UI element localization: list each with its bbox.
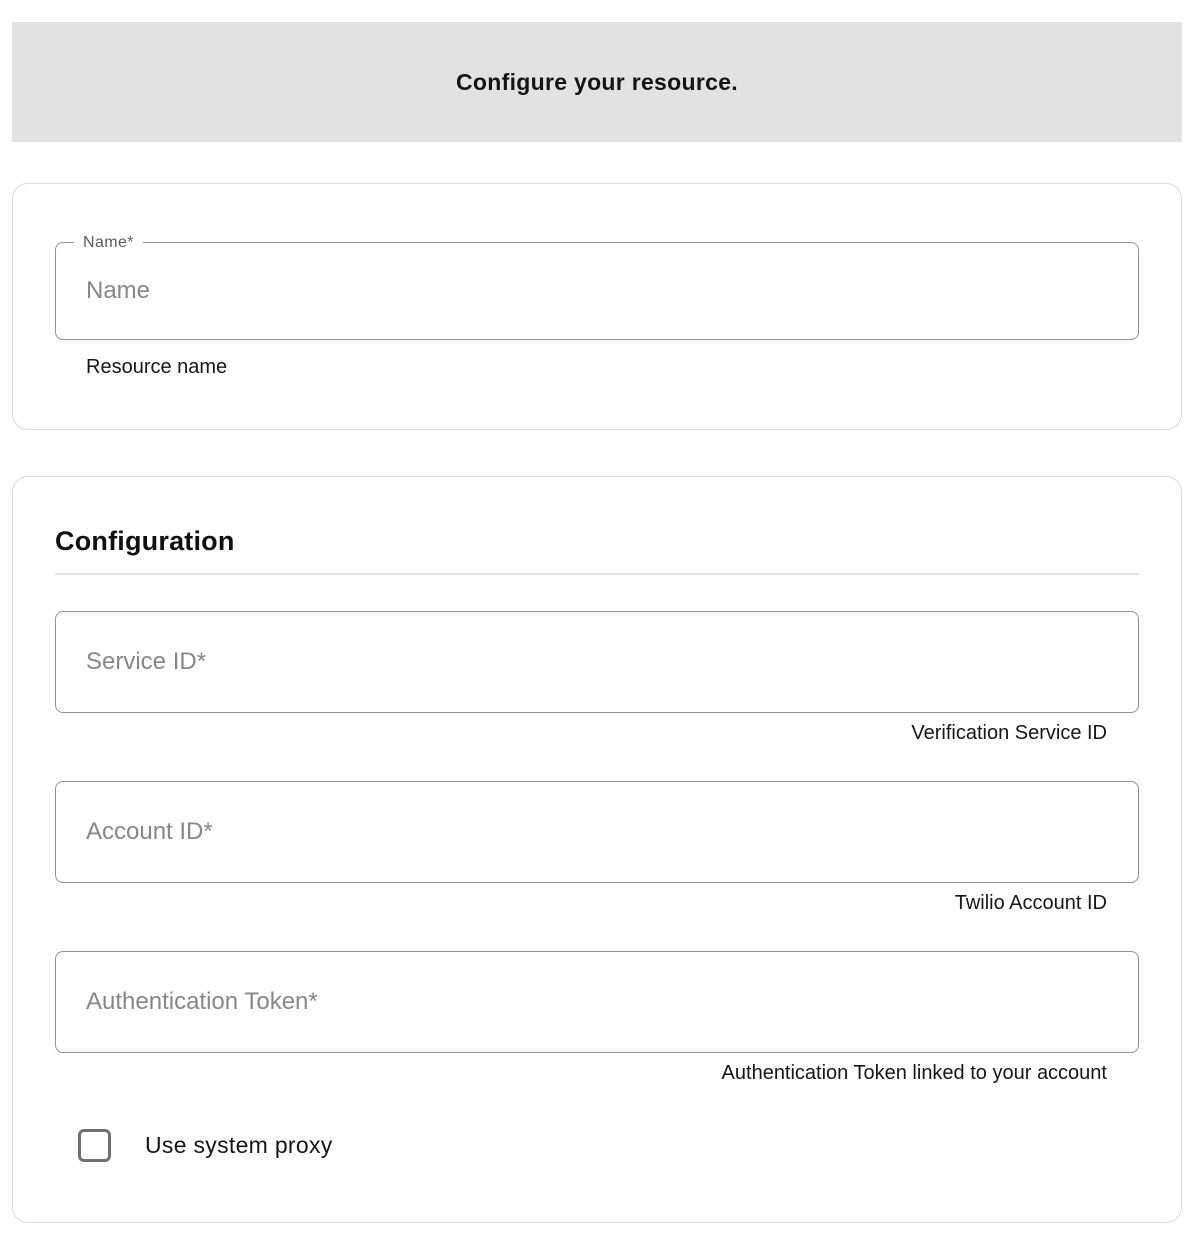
service-id-field-outline (55, 611, 1139, 713)
name-input[interactable] (56, 243, 1138, 339)
service-id-helper-text: Verification Service ID (911, 722, 1107, 744)
auth-token-field-outline (55, 951, 1139, 1053)
name-card (12, 183, 1182, 430)
account-id-helper-text: Twilio Account ID (954, 892, 1107, 914)
service-id-field-group (55, 611, 1139, 745)
use-system-proxy-checkbox[interactable] (78, 1129, 111, 1162)
use-system-proxy-label[interactable]: Use system proxy (145, 1132, 333, 1158)
instruction-banner (12, 22, 1182, 142)
account-id-field-group (55, 781, 1139, 915)
name-field-outline (55, 234, 1139, 340)
account-id-input[interactable] (56, 782, 1138, 882)
use-system-proxy-row (78, 1129, 1139, 1162)
configuration-card (12, 476, 1182, 1223)
instruction-text: Configure your resource. (456, 68, 738, 95)
service-id-input[interactable] (56, 612, 1138, 712)
name-field-label: Name* (74, 233, 143, 253)
account-id-field-outline (55, 781, 1139, 883)
configuration-heading: Configuration (55, 526, 235, 556)
auth-token-helper-text: Authentication Token linked to your account (721, 1062, 1107, 1084)
auth-token-input[interactable] (56, 952, 1138, 1052)
name-helper-text: Resource name (86, 356, 228, 378)
section-divider (55, 573, 1139, 575)
auth-token-field-group (55, 951, 1139, 1085)
